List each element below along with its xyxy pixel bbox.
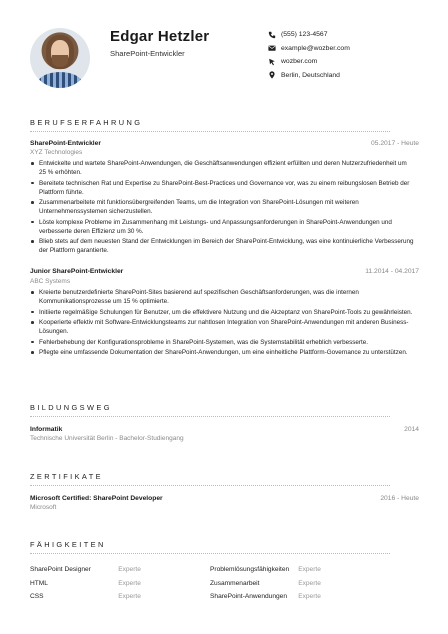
contact-block <box>268 28 350 82</box>
experience-position: SharePoint-Entwickler <box>30 140 101 147</box>
contact-phone <box>268 28 350 42</box>
list-item: Löste komplexe Probleme im Zusammenhang mit Leistungs- und Anpassungsanforderungen in SharePoint-Anwendungen und verbesserte deren Effizienz um 30 %. <box>30 218 415 236</box>
section-divider <box>30 131 390 132</box>
location-text: Berlin, Deutschland <box>281 71 340 79</box>
skill-name: HTML <box>30 579 48 587</box>
skill-name: SharePoint Designer <box>30 566 91 574</box>
skill-level: Experte <box>298 566 321 574</box>
experience-2-bullets <box>30 288 415 359</box>
contact-website[interactable] <box>268 55 350 69</box>
experience-company: ABC Systems <box>30 278 71 285</box>
list-item: Kreierte benutzerdefinierte SharePoint-Sites basierend auf spezifischen Geschäftsanforderungen, was die internen Kommunikationsprozesse um 15 % optimierte. <box>30 288 415 306</box>
certificate-name: Microsoft Certified: SharePoint Developer <box>30 495 163 502</box>
skill-name: SharePoint-Anwendungen <box>210 593 287 601</box>
skills-row <box>30 590 390 604</box>
section-divider <box>30 416 390 417</box>
website-text[interactable]: wozber.com <box>281 58 318 66</box>
email-text[interactable]: example@wozber.com <box>281 44 350 52</box>
skills-grid <box>30 563 390 604</box>
list-item: Initiierte regelmäßige Schulungen für Benutzer, um die effektivere Nutzung und die Akzeptanz von SharePoint-Tools zu gewährleisten. <box>30 308 415 317</box>
skills-row <box>30 577 390 591</box>
skill-level: Experte <box>118 579 141 587</box>
section-title-skills: FÄHIGKEITEN <box>30 540 106 549</box>
list-item: Zusammenarbeitete mit funktionsübergreifenden Teams, um die Integration von SharePoint-Lösungen mit weiteren Unternehmenssystemen sicherzustellen. <box>30 198 415 216</box>
experience-dates: 05.2017 - Heute <box>371 140 419 147</box>
list-item: Kooperierte effektiv mit Software-Entwicklungsteams zur nahtlosen Integration von SharePoint-Anwendungen mit anderen Business-Lösungen. <box>30 318 415 336</box>
experience-position: Junior SharePoint-Entwickler <box>30 268 124 275</box>
experience-entry-2-header <box>30 268 419 275</box>
section-title-education: BILDUNGSWEG <box>30 403 112 412</box>
phone-icon <box>268 31 276 39</box>
job-title: SharePoint-Entwickler <box>110 49 185 58</box>
section-divider <box>30 553 390 554</box>
list-item: Fehlerbehebung der Konfigurationsprobleme in SharePoint-Systemen, was die Systemstabilität erheblich verbesserte. <box>30 338 415 347</box>
education-year: 2014 <box>404 426 419 433</box>
skill-level: Experte <box>118 593 141 601</box>
experience-1-bullets <box>30 159 415 257</box>
contact-email[interactable] <box>268 42 350 56</box>
list-item: Pflegte eine umfassende Dokumentation der SharePoint-Anwendungen, um eine einheitliche Plattform-Governance zu unterstützen. <box>30 348 415 357</box>
skill-name: CSS <box>30 593 44 601</box>
certificate-issuer: Microsoft <box>30 504 57 511</box>
education-institution: Technische Universität Berlin - Bachelor-Studiengang <box>30 435 184 442</box>
phone-text: (555) 123-4567 <box>281 31 328 39</box>
skills-row <box>30 563 390 577</box>
section-divider <box>30 485 390 486</box>
list-item: Bereitete technischen Rat und Expertise zu SharePoint-Best-Practices und Governance vor, was zu einem reibungslosen Betrieb der Plattform führte. <box>30 179 415 197</box>
skill-name: Zusammenarbeit <box>210 579 260 587</box>
list-item: Entwickelte und wartete SharePoint-Anwendungen, die Geschäftsanwendungen effizient erfüllten und deren Nutzerzufriedenheit um 25 % erhöhten. <box>30 159 415 177</box>
email-icon <box>268 44 276 52</box>
experience-entry-1-header <box>30 140 419 147</box>
list-item: Blieb stets auf dem neuesten Stand der Entwicklungen im Bereich der SharePoint-Entwicklung, was eine kontinuierliche Verbesserung der Plattform garantierte. <box>30 237 415 255</box>
profile-photo <box>30 28 90 88</box>
education-entry-header <box>30 426 419 433</box>
experience-dates: 11.2014 - 04.2017 <box>365 268 419 275</box>
education-field: Informatik <box>30 426 63 433</box>
section-title-certificates: ZERTIFIKATE <box>30 472 103 481</box>
skill-level: Experte <box>298 593 321 601</box>
contact-location <box>268 69 350 83</box>
cursor-icon <box>268 58 276 66</box>
candidate-name: Edgar Hetzler <box>110 28 210 45</box>
skill-level: Experte <box>118 566 141 574</box>
section-title-experience: BERUFSERFAHRUNG <box>30 118 143 127</box>
certificate-dates: 2016 - Heute <box>380 495 419 502</box>
location-pin-icon <box>268 71 276 79</box>
skill-level: Experte <box>298 579 321 587</box>
certificate-entry-header <box>30 495 419 502</box>
experience-company: XYZ Technologies <box>30 149 83 156</box>
skill-name: Problemlösungsfähigkeiten <box>210 566 290 574</box>
